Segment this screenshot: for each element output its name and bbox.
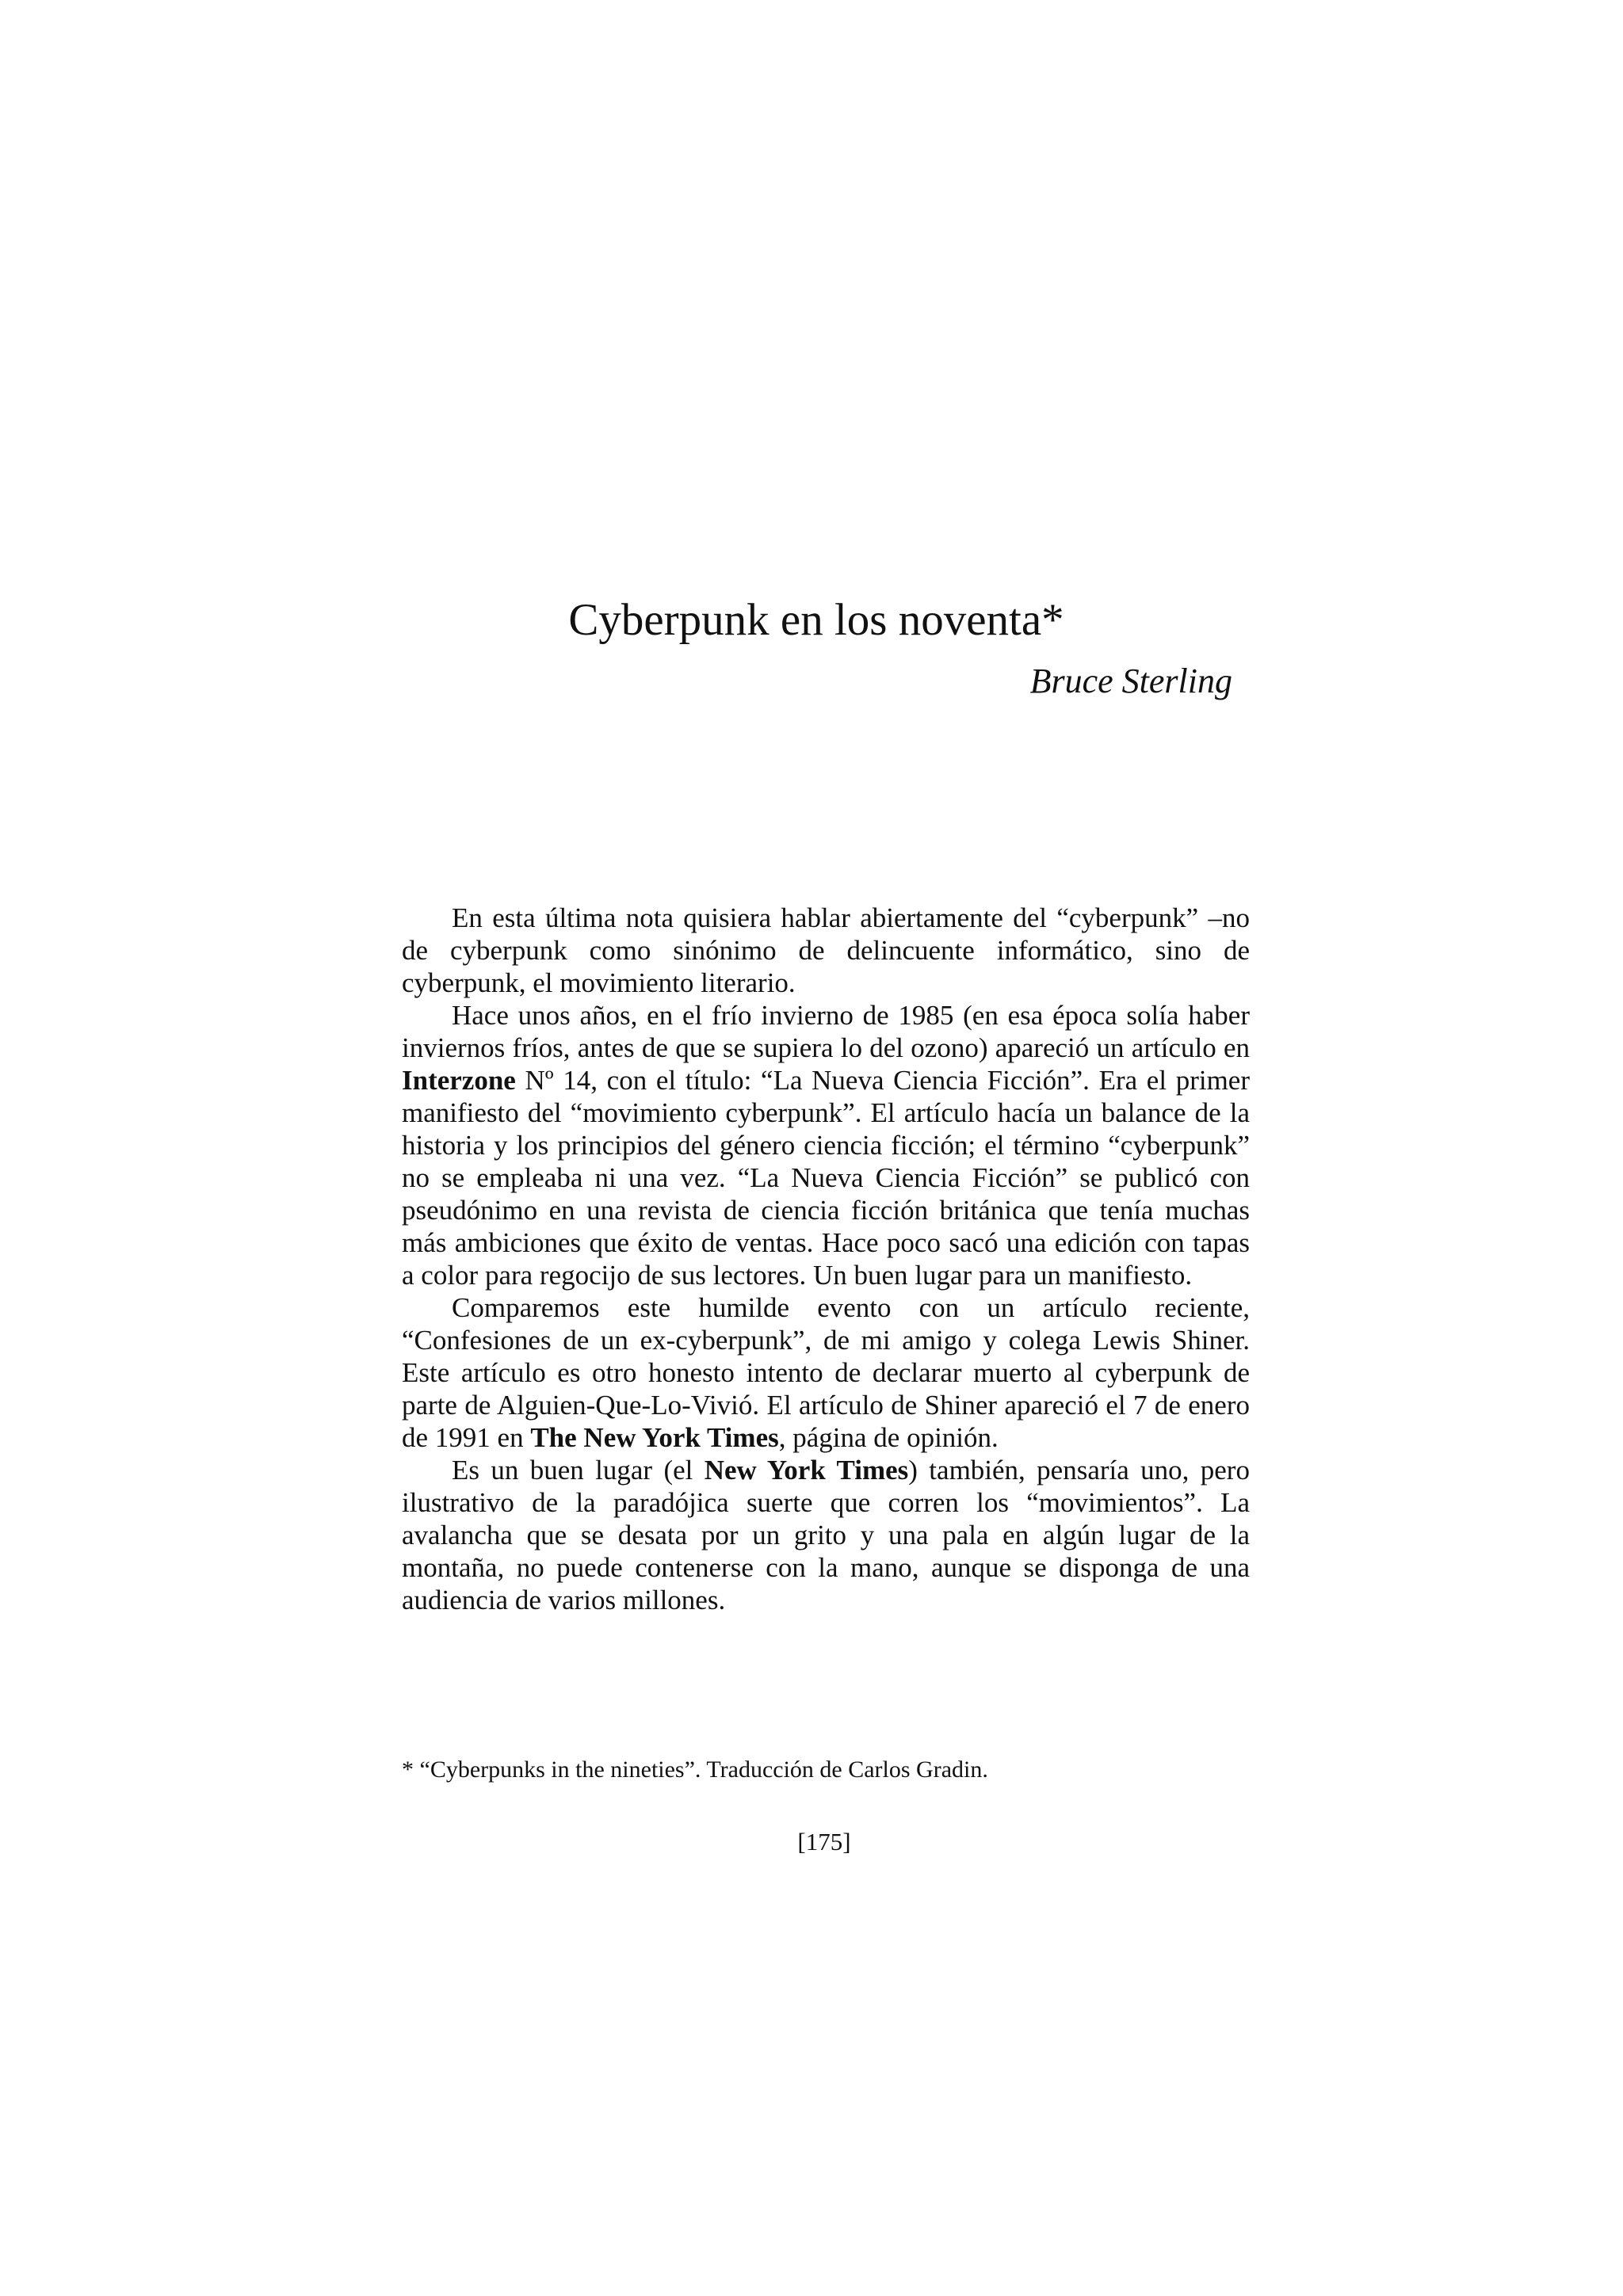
publication-name: Interzone	[402, 1065, 516, 1096]
paragraph-text: ) también, pensaría uno, pero ilustrativo de la paradójica suerte que corren los “movimientos”. La avalancha que se desata por un grito y una pala en algún lugar de la montaña, no puede contenerse con la mano, aunque se disponga de una audiencia de varios millones.	[402, 1455, 1250, 1615]
paragraph-text: En esta última nota quisiera hablar abiertamente del “cyberpunk” –no de cyberpunk como sinónimo de delincuente informático, sino de cyberpunk, el movimiento literario.	[402, 902, 1250, 998]
article-title: Cyberpunk en los noventa*	[568, 595, 1064, 645]
publication-name: New York Times	[704, 1455, 909, 1486]
paragraph-text: Comparemos este humilde evento con un artículo reciente, “Confesiones de un ex-cyberpunk”, de mi amigo y colega Lewis Shiner. Este artículo es otro honesto intento de declarar muerto al cyberpunk de parte de Alguien-Que-Lo-Vivió. El artículo de Shiner apareció el 7 de enero de 1991 en	[402, 1292, 1250, 1453]
page-number: [175]	[797, 1828, 851, 1855]
publication-name: The New York Times	[530, 1422, 779, 1453]
paragraph-text: , página de opinión.	[778, 1422, 999, 1453]
paragraph	[402, 1291, 1250, 1454]
paragraph	[402, 902, 1250, 999]
paragraph-text: Es un buen lugar (el	[452, 1455, 705, 1486]
article-body	[402, 902, 1250, 1616]
paragraph	[402, 999, 1250, 1291]
paragraph-text: Nº 14, con el título: “La Nueva Ciencia Ficción”. Era el primer manifiesto del “movimiento cyberpunk”. El artículo hacía un balance de la historia y los principios del género ciencia ficción; el término “cyberpunk” no se empleaba ni una vez. “La Nueva Ciencia Ficción” se publicó con pseudónimo en una revista de ciencia ficción británica que tenía muchas más ambiciones que éxito de ventas. Hace poco sacó una edición con tapas a color para regocijo de sus lectores. Un buen lugar para un manifiesto.	[402, 1065, 1250, 1291]
article-author: Bruce Sterling	[1029, 662, 1232, 700]
paragraph	[402, 1454, 1250, 1616]
footnote: * “Cyberpunks in the nineties”. Traducción de Carlos Gradin.	[402, 1756, 988, 1783]
paragraph-text: Hace unos años, en el frío invierno de 1985 (en esa época solía haber inviernos fríos, antes de que se supiera lo del ozono) apareció un artículo en	[402, 1000, 1250, 1063]
